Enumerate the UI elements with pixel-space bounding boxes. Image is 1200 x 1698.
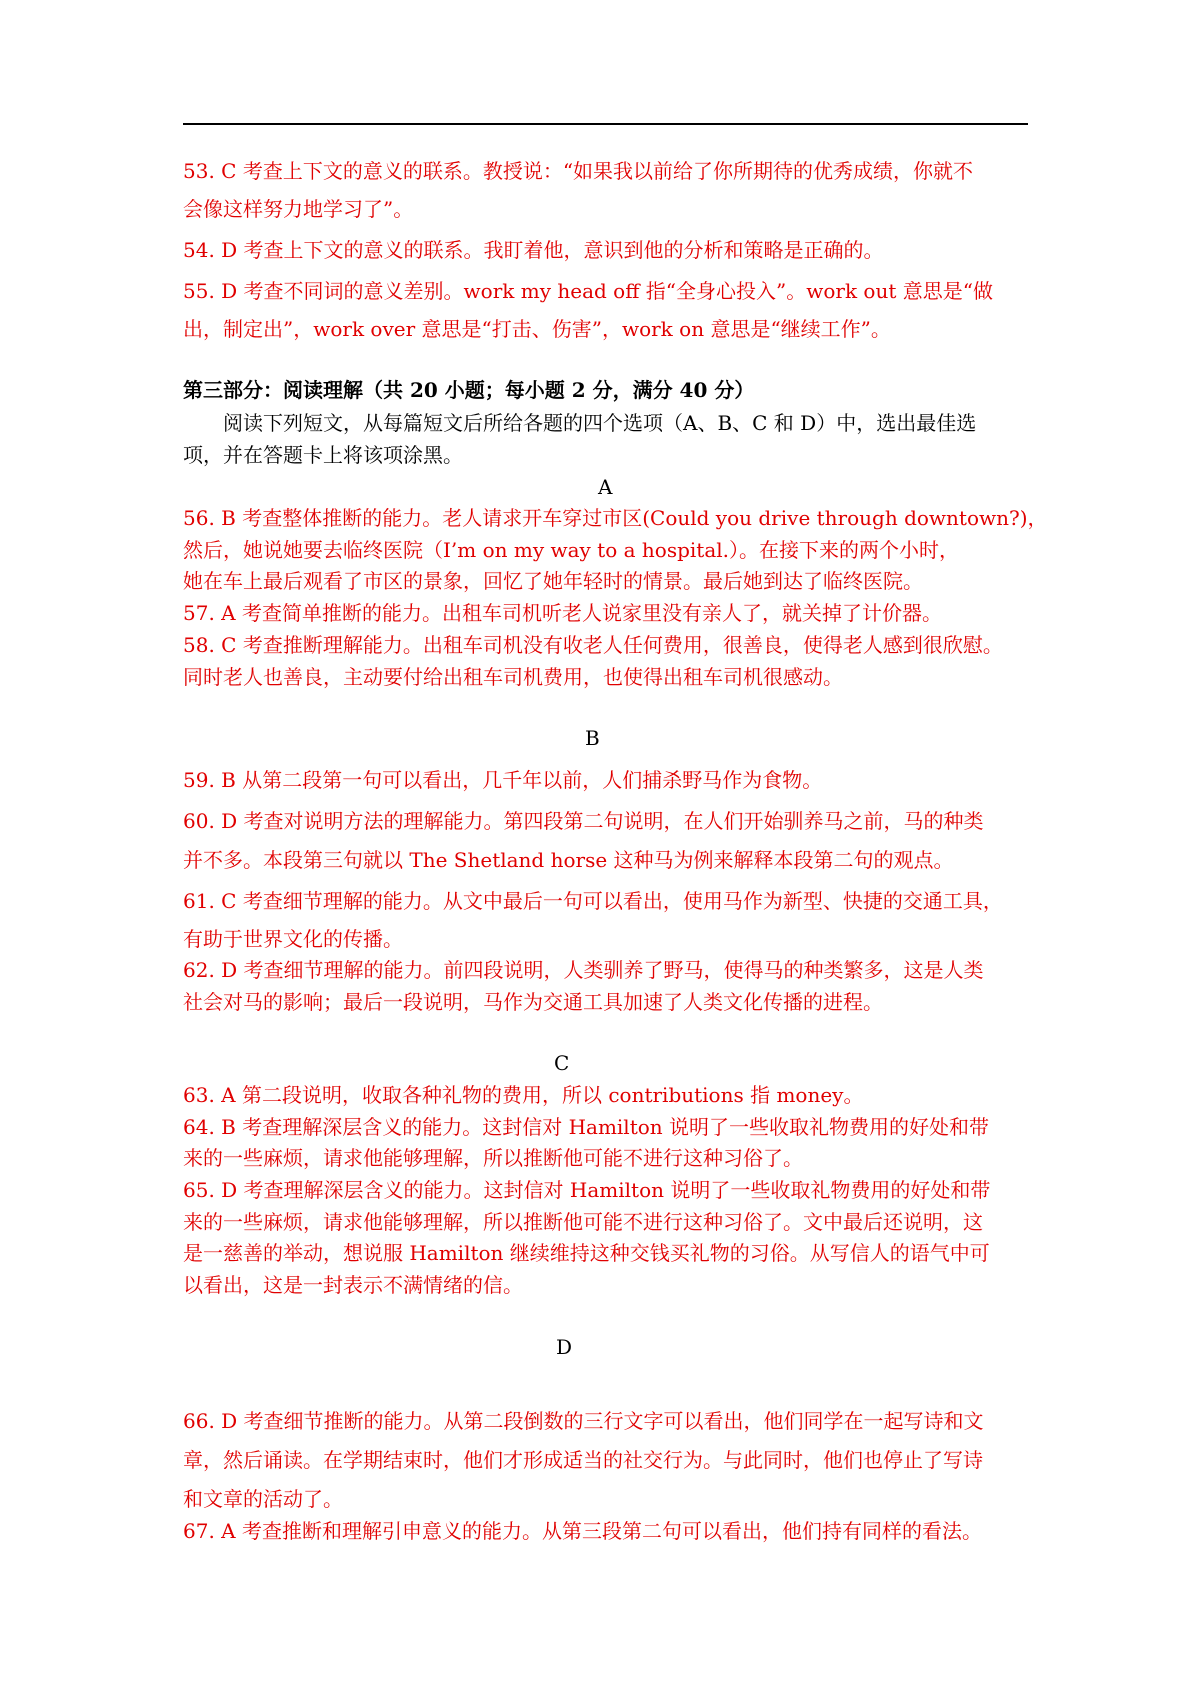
answer-66-line-3: 和文章的活动了。 [183, 1487, 343, 1511]
passage-label-d: D [556, 1335, 573, 1359]
answer-53-line-2: 会像这样努力地学习了”。 [183, 197, 414, 221]
answer-62-line-1: 62. D 考查细节理解的能力。前四段说明，人类驯养了野马，使得马的种类繁多，这是人类 [183, 958, 984, 982]
part3-heading: 第三部分：阅读理解（共 20 小题；每小题 2 分，满分 40 分） [183, 378, 755, 402]
answer-66-line-1: 66. D 考查细节推断的能力。从第二段倒数的三行文字可以看出，他们同学在一起写诗和文 [183, 1409, 984, 1433]
answer-53-line-1: 53. C 考查上下文的意义的联系。教授说：“如果我以前给了你所期待的优秀成绩，你就不 [183, 159, 974, 183]
answer-64-line-2: 来的一些麻烦，请求他能够理解，所以推断他可能不进行这种习俗了。 [183, 1146, 803, 1170]
passage-label-b: B [585, 726, 600, 750]
answer-55-line-2: 出，制定出”，work over 意思是“打击、伤害”，work on 意思是“继续工作”。 [183, 317, 891, 341]
answer-65-line-2: 来的一些麻烦，请求他能够理解，所以推断他可能不进行这种习俗了。文中最后还说明，这 [183, 1210, 983, 1234]
answer-59: 59. B 从第二段第一句可以看出，几千年以前，人们捕杀野马作为食物。 [183, 768, 823, 792]
answer-60-line-1: 60. D 考查对说明方法的理解能力。第四段第二句说明，在人们开始驯养马之前，马的种类 [183, 809, 984, 833]
answer-54: 54. D 考查上下文的意义的联系。我盯着他，意识到他的分析和策略是正确的。 [183, 238, 884, 262]
answer-65-line-3: 是一慈善的举动，想说服 Hamilton 继续维持这种交钱买礼物的习俗。从写信人的语气中可 [183, 1241, 990, 1265]
part3-instructions-line-2: 项，并在答题卡上将该项涂黑。 [183, 443, 463, 467]
answer-61-line-2: 有助于世界文化的传播。 [183, 927, 403, 951]
answer-62-line-2: 社会对马的影响；最后一段说明，马作为交通工具加速了人类文化传播的进程。 [183, 990, 883, 1014]
answer-65-line-1: 65. D 考查理解深层含义的能力。这封信对 Hamilton 说明了一些收取礼物费用的好处和带 [183, 1178, 991, 1202]
answer-66-line-2: 章，然后诵读。在学期结束时，他们才形成适当的社交行为。与此同时，他们也停止了写诗 [183, 1448, 983, 1472]
answer-60-line-2: 并不多。本段第三句就以 The Shetland horse 这种马为例来解释本段第二句的观点。 [183, 848, 954, 872]
header-rule [183, 123, 1028, 125]
passage-label-c: C [554, 1051, 570, 1075]
answer-57: 57. A 考查简单推断的能力。出租车司机听老人说家里没有亲人了，就关掉了计价器。 [183, 601, 942, 625]
answer-58-line-2: 同时老人也善良，主动要付给出租车司机费用，也使得出租车司机很感动。 [183, 665, 843, 689]
answer-61-line-1: 61. C 考查细节理解的能力。从文中最后一句可以看出，使用马作为新型、快捷的交通工具， [183, 889, 1003, 913]
answer-65-line-4: 以看出，这是一封表示不满情绪的信。 [183, 1273, 523, 1297]
answer-56-line-2: 然后，她说她要去临终医院（I’m on my way to a hospital.）。在接下来的两个小时， [183, 538, 959, 562]
part3-instructions-line-1: 阅读下列短文，从每篇短文后所给各题的四个选项（A、B、C 和 D）中，选出最佳选 [223, 411, 977, 435]
answer-55-line-1: 55. D 考查不同词的意义差别。work my head off 指“全身心投入”。work out 意思是“做 [183, 279, 993, 303]
answer-56-line-1: 56. B 考查整体推断的能力。老人请求开车穿过市区(Could you drive through downtown?)， [183, 506, 1048, 530]
answer-63: 63. A 第二段说明，收取各种礼物的费用，所以 contributions 指 money。 [183, 1083, 864, 1107]
answer-56-line-3: 她在车上最后观看了市区的景象，回忆了她年轻时的情景。最后她到达了临终医院。 [183, 569, 923, 593]
answer-67: 67. A 考查推断和理解引申意义的能力。从第三段第二句可以看出，他们持有同样的看法。 [183, 1519, 982, 1543]
answer-64-line-1: 64. B 考查理解深层含义的能力。这封信对 Hamilton 说明了一些收取礼物费用的好处和带 [183, 1115, 990, 1139]
answer-58-line-1: 58. C 考查推断理解能力。出租车司机没有收老人任何费用，很善良，使得老人感到很欣慰。 [183, 633, 1003, 657]
passage-label-a: A [598, 475, 613, 499]
